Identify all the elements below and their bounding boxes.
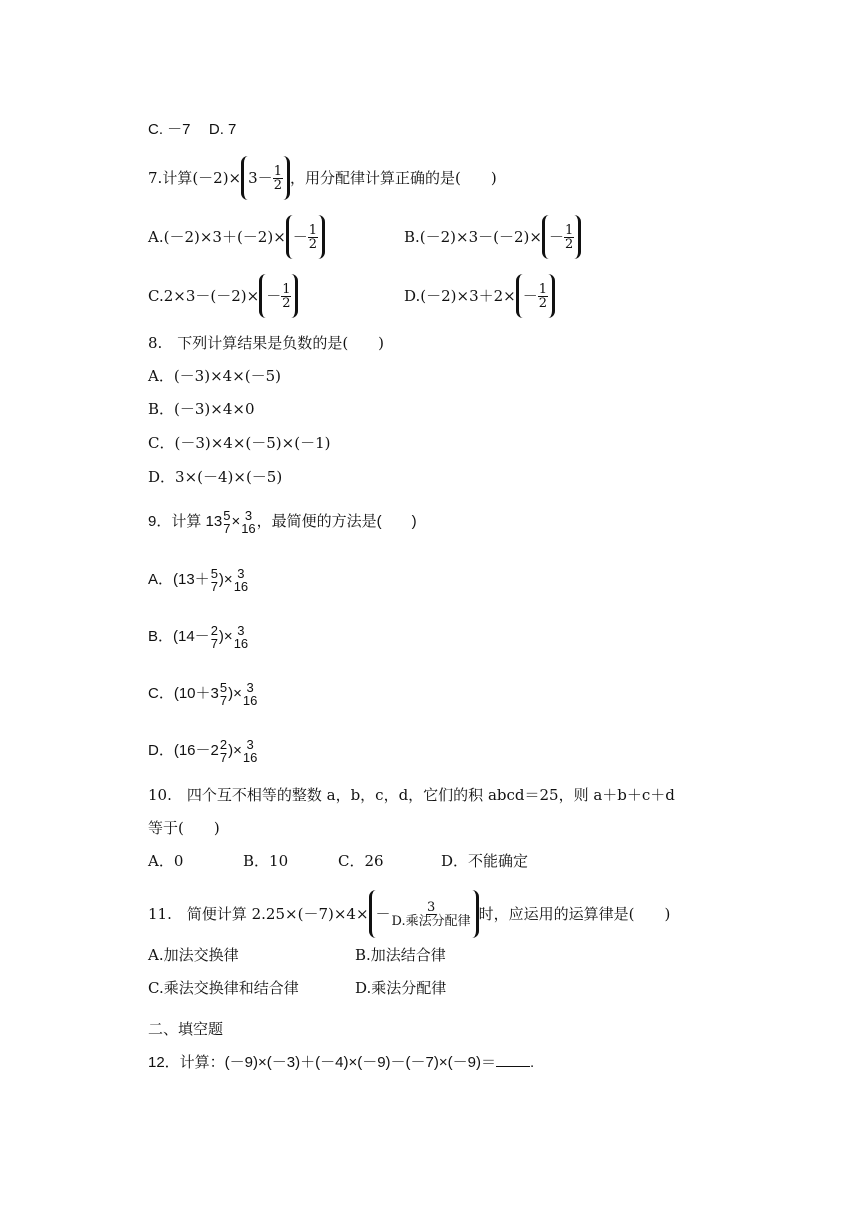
q9-option-a-mid: )× [218, 571, 233, 588]
q9-option-b-fraction [210, 624, 219, 650]
q9-option-a-numerator-2: 3 [237, 566, 245, 581]
q8-option-c: C．(－3)×4×(－5)×(－1) [148, 434, 331, 452]
q12-stem-text: 12．计算：(－9)×(－3)＋(－4)×(－9)－(－7)×(－9)＝ [148, 1054, 496, 1071]
q11-stem [148, 889, 670, 939]
q7-paren-denominator: 2 [273, 177, 282, 193]
q9-stem-denominator-2: 16 [241, 521, 256, 536]
section-heading-fill-in: 二、填空题 [148, 1020, 224, 1038]
q11-option-c: C.乘法交换律和结合律 [148, 979, 299, 997]
q7-option-a-paren [286, 215, 325, 259]
q9-stem-mixed-fraction [222, 509, 231, 535]
q9-option-c-numerator-2: 3 [246, 680, 254, 695]
q6-option-d-label: D. [208, 121, 224, 138]
q9-option-d-fraction [219, 738, 228, 764]
q7-paren-numerator: 1 [273, 163, 282, 179]
q9-option-b-pre: B．(14－ [148, 628, 210, 645]
q10-option-d: D．不能确定 [441, 852, 529, 870]
q7-option-d-text: D.(－2)×3＋2× [404, 287, 516, 305]
q6-options-cd [148, 120, 236, 140]
q9-option-d-fraction-2 [242, 738, 258, 764]
q9-option-c-pre: C．(10＋3 [148, 685, 219, 702]
q7-option-b-fraction [564, 224, 574, 251]
q11-option-d: D.乘法分配律 [355, 979, 447, 997]
q9-option-d-pre: D．(16－2 [148, 742, 219, 759]
q7-option-a-fraction [308, 224, 318, 251]
q9-option-c [148, 672, 258, 716]
q7-stem-post: ，用分配律计算正确的是( ) [289, 169, 497, 187]
q9-stem-fraction [240, 509, 256, 535]
q7-option-a-denominator: 2 [308, 236, 318, 252]
q9-option-b [148, 615, 249, 659]
q7-option-a [148, 215, 325, 259]
q12-stem [148, 1053, 534, 1073]
q10-stem-line-1: 10. 四个互不相等的整数 a，b，c，d，它们的积 abcd＝25，则 a＋b＋c＋d [148, 786, 675, 804]
q7-option-d [404, 274, 555, 318]
q7-option-b-numerator: 1 [564, 222, 574, 238]
q9-option-b-denominator-2: 16 [233, 636, 249, 651]
q7-option-d-sign: － [522, 287, 538, 305]
q11-paren [369, 890, 479, 938]
q9-option-a-numerator: 5 [210, 566, 218, 581]
q7-option-b-sign: － [548, 228, 564, 246]
q7-option-b-denominator: 2 [564, 236, 574, 252]
q9-option-c-mid: )× [228, 685, 242, 702]
q9-option-c-denominator-2: 16 [242, 693, 258, 708]
q8-option-b: B．(－3)×4×0 [148, 400, 255, 418]
q9-option-d-denominator-2: 16 [242, 750, 258, 765]
q11-option-b: B.加法结合律 [355, 946, 446, 964]
q8-option-d: D．3×(－4)×(－5) [148, 468, 283, 486]
q7-option-a-numerator: 1 [308, 222, 318, 238]
q7-option-c-paren [259, 274, 298, 318]
q7-paren-whole: 3－ [248, 169, 273, 187]
q9-option-a-fraction-2 [233, 567, 249, 593]
q8-stem: 8. 下列计算结果是负数的是( ) [148, 334, 385, 352]
q12-answer-blank[interactable] [496, 1066, 530, 1067]
q9-stem-pre: 9．计算 13 [148, 513, 223, 530]
q9-option-b-mid: )× [218, 628, 233, 645]
q6-option-c-label: C. [148, 121, 163, 138]
q7-option-c-fraction [281, 283, 291, 310]
q10-stem-line-2: 等于( ) [148, 819, 220, 837]
q7-option-d-paren [516, 274, 555, 318]
q7-option-c [148, 274, 298, 318]
q9-option-c-fraction [219, 681, 228, 707]
q7-option-c-text: C.2×3－(－2)× [148, 287, 260, 305]
q9-option-c-numerator: 5 [219, 680, 228, 695]
q9-option-d-denominator: 7 [219, 750, 228, 765]
q10-option-c: C．26 [338, 852, 384, 870]
q9-stem-denominator: 7 [223, 521, 231, 536]
q7-number: 7. [148, 169, 163, 187]
q7-option-c-sign: － [266, 287, 282, 305]
q6-option-d-value: 7 [228, 121, 237, 138]
q9-stem-post: ，最简便的方法是( ) [256, 513, 417, 530]
q11-numerator: 3 [426, 899, 436, 915]
q12-stem-end: . [529, 1054, 535, 1071]
q6-option-c-value: －7 [167, 121, 191, 138]
q11-stem-post: 时，应运用的运算律是( ) [478, 905, 671, 923]
q7-paren [241, 156, 290, 200]
q11-fraction [391, 901, 472, 928]
q9-option-d-numerator-2: 3 [246, 737, 254, 752]
q7-option-d-numerator: 1 [538, 281, 548, 297]
q7-option-a-text: A.(－2)×3＋(－2)× [148, 228, 286, 246]
q9-option-c-fraction-2 [242, 681, 258, 707]
q7-option-a-sign: － [292, 228, 308, 246]
q9-option-d [148, 729, 258, 773]
q7-option-c-denominator: 2 [282, 295, 291, 311]
q11-stem-pre: 11. 简便计算 2.25×(－7)×4× [148, 905, 369, 923]
q7-option-b-paren [542, 215, 581, 259]
q7-option-d-fraction [538, 283, 548, 310]
q9-stem-times: × [231, 513, 241, 530]
q9-option-c-denominator: 7 [219, 693, 228, 708]
q11-option-a: A.加法交换律 [148, 946, 239, 964]
q9-option-b-denominator: 7 [210, 636, 218, 651]
q7-option-c-numerator: 1 [282, 281, 291, 297]
q9-stem-numerator-2: 3 [244, 508, 253, 523]
q9-option-d-numerator: 2 [219, 737, 228, 752]
q9-option-b-fraction-2 [233, 624, 249, 650]
q9-stem [148, 500, 417, 544]
q8-option-a: A．(－3)×4×(－5) [148, 367, 282, 385]
q9-option-d-mid: )× [228, 742, 242, 759]
q10-option-a: A．0 [148, 852, 184, 870]
q7-stem [148, 156, 497, 200]
q7-option-b [404, 215, 581, 259]
q11-sign: － [375, 905, 391, 923]
q9-option-b-numerator: 2 [210, 623, 218, 638]
q7-stem-pre: 计算(－2)× [162, 169, 242, 187]
q9-option-a-pre: A．(13＋ [148, 571, 210, 588]
q9-option-a-denominator-2: 16 [233, 579, 249, 594]
q10-option-b: B．10 [243, 852, 289, 870]
q9-option-b-numerator-2: 3 [237, 623, 245, 638]
q7-option-d-denominator: 2 [538, 295, 548, 311]
q7-option-b-text: B.(－2)×3－(－2)× [404, 228, 542, 246]
q7-paren-fraction [273, 165, 283, 192]
q9-option-a-fraction [210, 567, 219, 593]
q9-stem-numerator: 5 [223, 508, 231, 523]
q11-denominator: D.乘法分配律 [391, 913, 471, 929]
q9-option-a [148, 558, 249, 602]
q9-option-a-denominator: 7 [210, 579, 218, 594]
